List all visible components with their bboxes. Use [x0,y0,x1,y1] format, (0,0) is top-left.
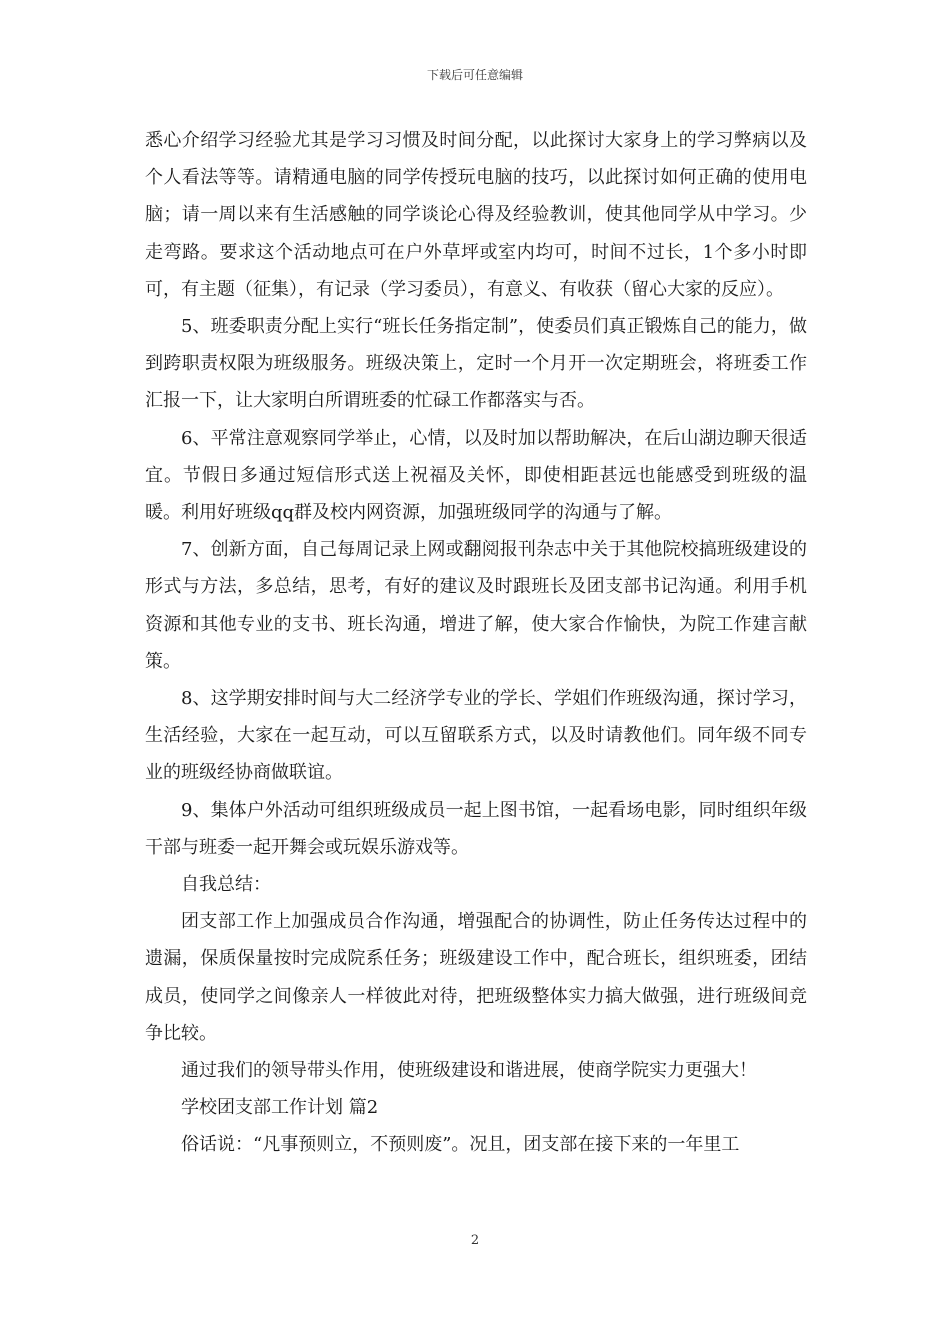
page-header: 下载后可任意编辑 [426,68,523,82]
section-heading: 自我总结： [181,874,271,896]
section-title: 学校团支部工作计划 篇2 [181,1097,379,1119]
paragraph: 悉心介绍学习经验尤其是学习习惯及时间分配，以此探讨大家身上的学习弊病以及个人看法等等。请精通电脑的同学传授玩电脑的技巧，以此探讨如何正确的使用电脑；请一周以来有生活感触的同学谈论心得及经验教训，使其他同学从中学习。少走弯路。要求这个活动地点可在户外草坪或室内均可，时间不过长，1个多小时即可，有主题（征集），有记录（学习委员），有意义、有收获（留心大家的反应）。 [145,130,807,300]
document-body [145,122,807,1164]
paragraph: 9、集体户外活动可组织班级成员一起上图书馆，一起看场电影，同时组织年级干部与班委一起开舞会或玩娱乐游戏等。 [145,799,807,858]
page-number: 2 [470,1233,480,1248]
paragraph: 团支部工作上加强成员合作沟通，增强配合的协调性，防止任务传达过程中的遗漏，保质保量按时完成院系任务；班级建设工作中，配合班长，组织班委，团结成员，使同学之间像亲人一样彼此对待，把班级整体实力搞大做强，进行班级间竞争比较。 [145,911,807,1044]
paragraph: 俗话说：“凡事预则立，不预则废”。况且，团支部在接下来的一年里工 [181,1134,740,1156]
paragraph: 通过我们的领导带头作用，使班级建设和谐进展，使商学院实力更强大！ [181,1060,757,1082]
paragraph: 5、班委职责分配上实行“班长任务指定制”，使委员们真正锻炼自己的能力，做到跨职责权限为班级服务。班级决策上，定时一个月开一次定期班会，将班委工作汇报一下，让大家明白所谓班委的忙碌工作都落实与否。 [145,316,807,412]
paragraph: 7、创新方面，自己每周记录上网或翻阅报刊杂志中关于其他院校搞班级建设的形式与方法，多总结，思考，有好的建议及时跟班长及团支部书记沟通。利用手机资源和其他专业的支书、班长沟通，增进了解，使大家合作愉快，为院工作建言献策。 [145,539,807,672]
paragraph: 6、平常注意观察同学举止，心情，以及时加以帮助解决，在后山湖边聊天很适宜。节假日多通过短信形式送上祝福及关怀，即使相距甚远也能感受到班级的温暖。利用好班级qq群及校内网资源，加强班级同学的沟通与了解。 [145,427,807,524]
paragraph: 8、这学期安排时间与大二经济学专业的学长、学姐们作班级沟通，探讨学习，生活经验，大家在一起互动，可以互留联系方式，以及时请教他们。同年级不同专业的班级经协商做联谊。 [145,688,807,784]
